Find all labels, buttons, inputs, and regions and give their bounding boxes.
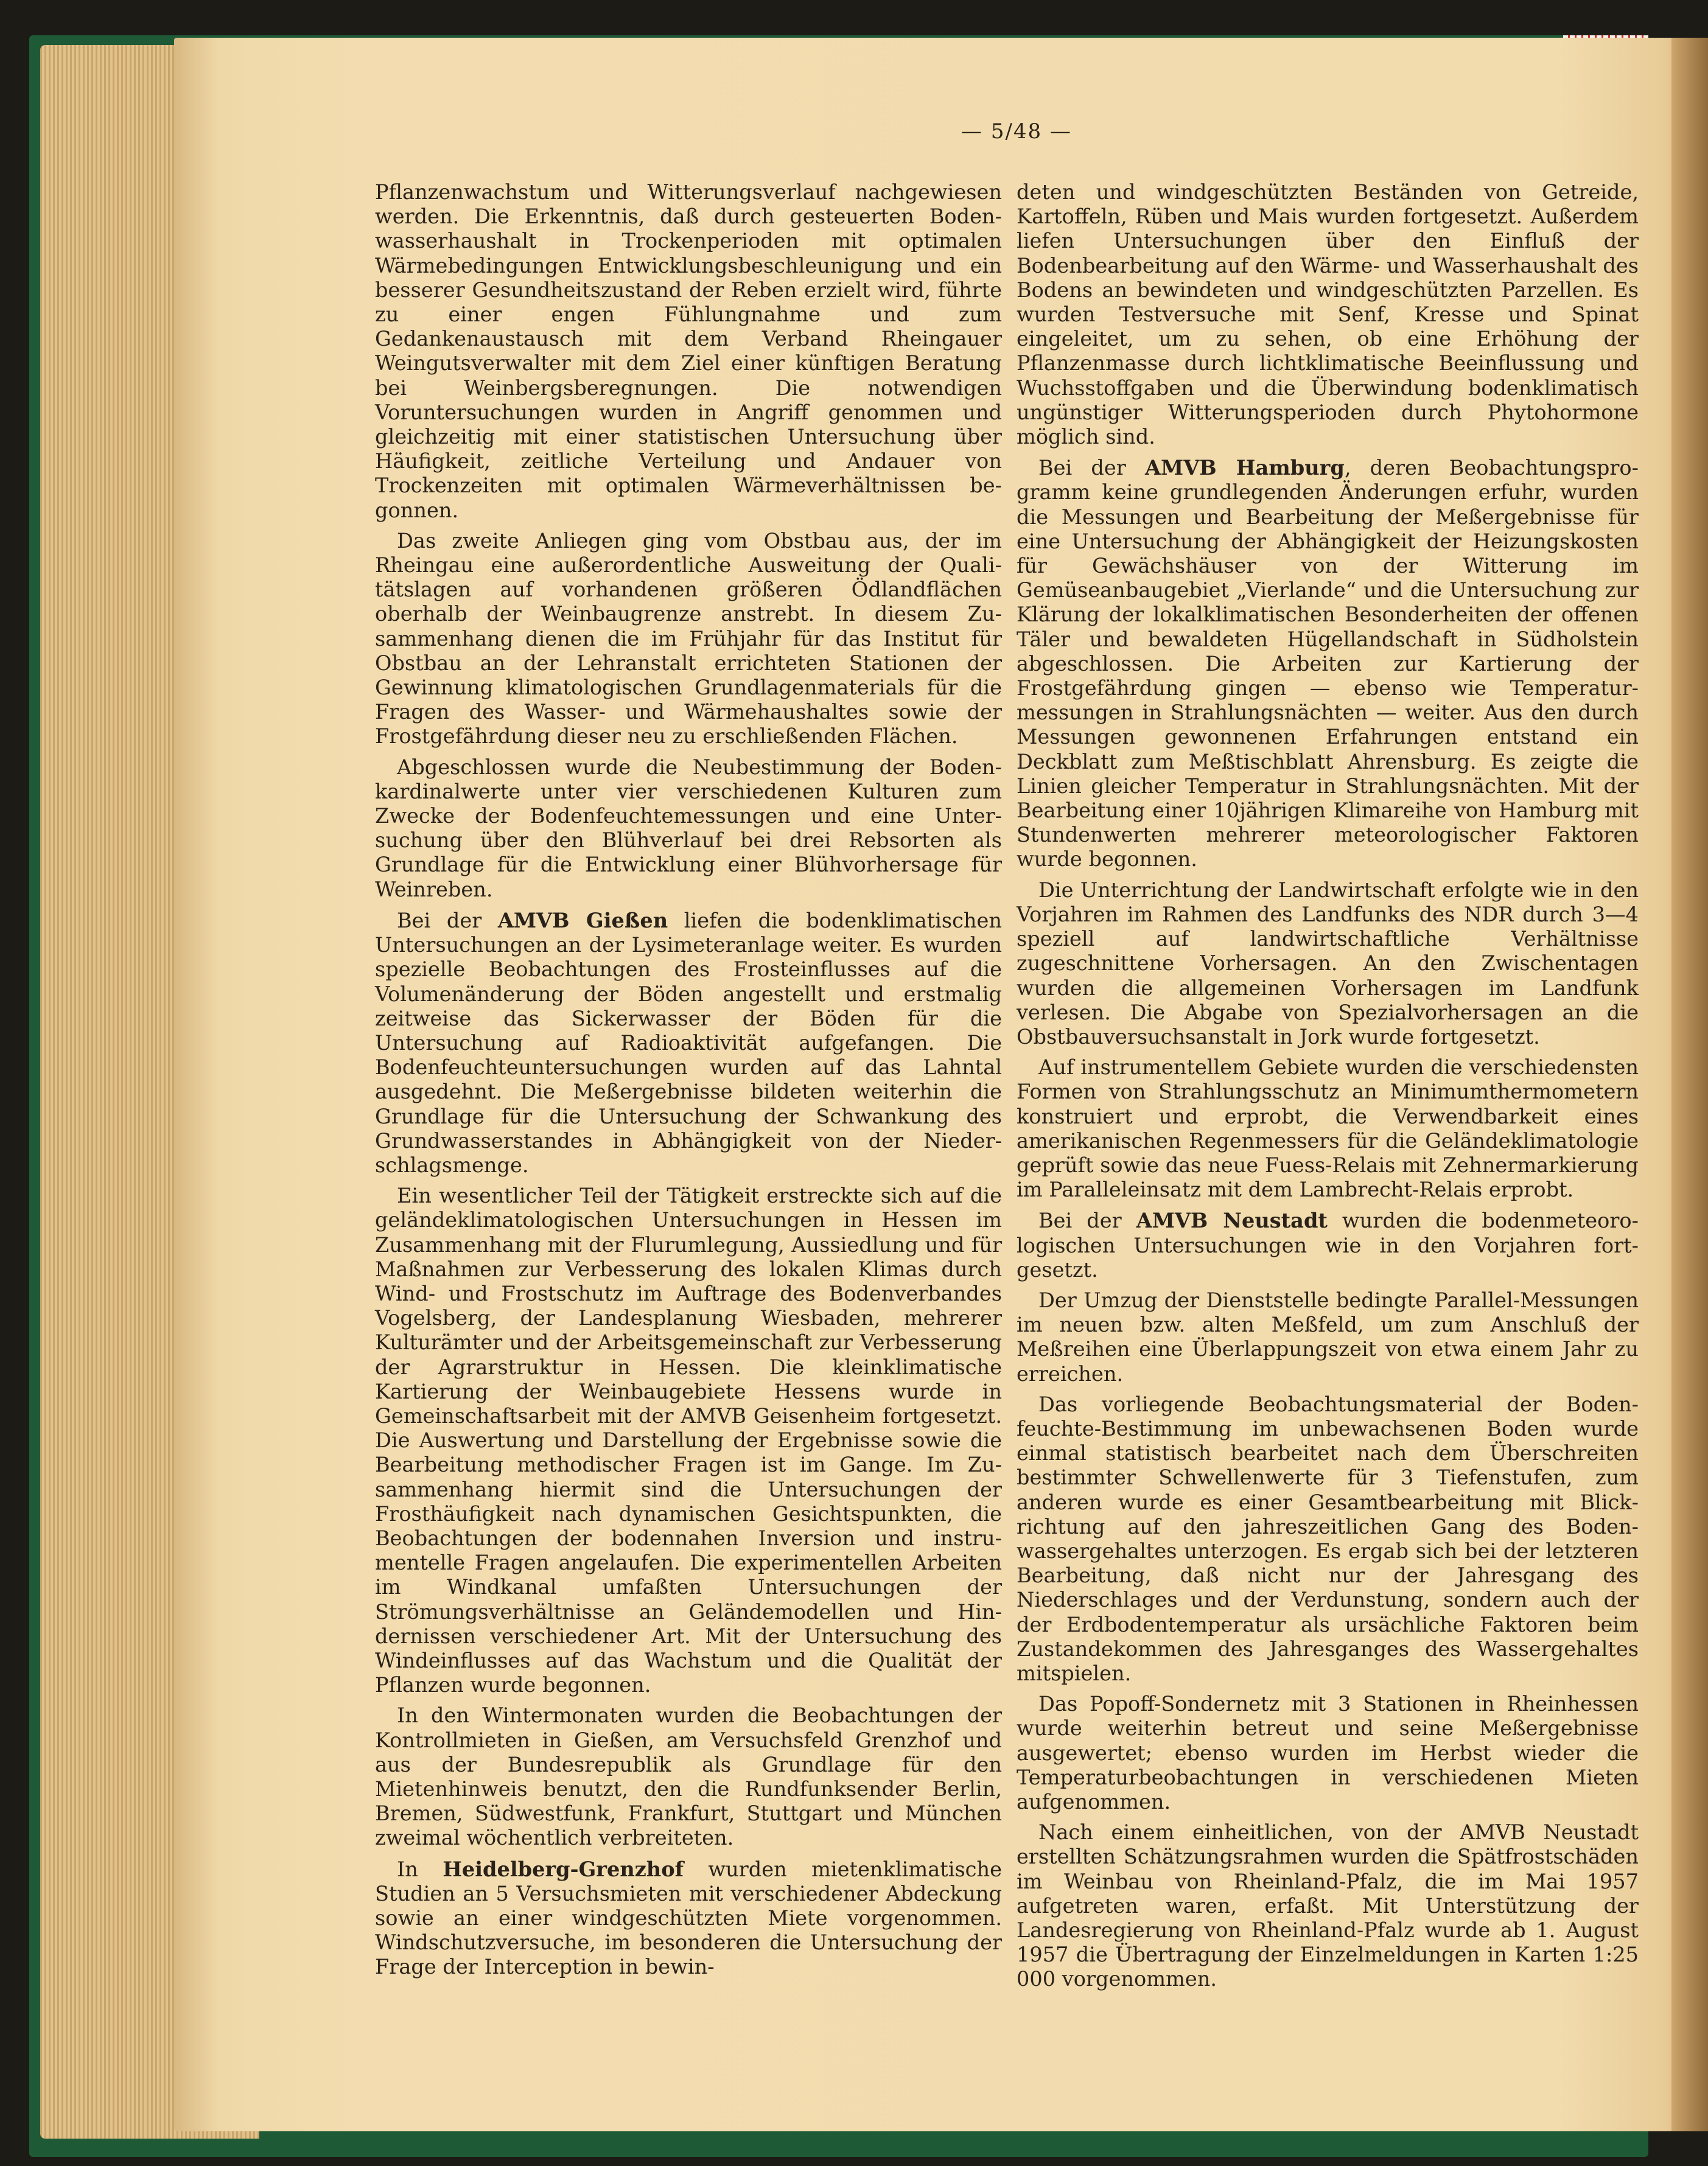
paragraph: Ein wesentlicher Teil der Tätigkeit erstreckte sich auf die geländeklimatologischen Untersuchungen in Hessen im Zusammenhang mit der Flurumlegung, Aussiedlung und für Maßnahmen zur Verbesserung des lokalen Klimas durch Wind- und Frostschutz im Auftrage des Bodenverbandes Vogelsberg, der Landesplanung Wiesbaden, mehrerer Kulturämter und der Arbeitsgemeinschaft zur Verbesserung der Agrarstruktur in Hessen. Die kleinklimatische Kartierung der Weinbaugebiete Hessens wurde in Gemeinschaftsarbeit mit der AMVB Geisenheim fortgesetzt. Die Auswertung und Darstellung der Ergebnisse sowie die Bearbeitung methodischer Fragen ist im Gange. Im Zusammenhang hiermit sind die Untersuchungen der Frosthäufigkeit nach dynamischen Gesichtspunkten, die Beobachtungen der bodennahen Inversion und instrumentelle Fragen angelaufen. Die experimentellen Arbeiten im Windkanal umfaßten Untersuchungen der Strömungsverhältnisse an Geländemodellen und Hindernissen verschiedener Art. Mit der Untersuchung des Windeinflusses auf das Wachstum und die Qualität der Pflanzen wurde begonnen.: [375, 1184, 1002, 1697]
paragraph: [1017, 1208, 1639, 1282]
paragraph-text: In: [397, 1857, 443, 1881]
page-number: — 5/48 —: [961, 119, 1072, 144]
left-column: [375, 180, 1002, 1986]
paragraph: In den Wintermonaten wurden die Beobachtungen der Kontrollmieten in Gießen, am Versuchsfeld Grenzhof und aus der Bundesrepublik als Grundlage für den Mietenhinweis benutzt, den die Rundfunksender Berlin, Bremen, Südwestfunk, Frankfurt, Stuttgart und München zweimal wöchentlich verbreiteten.: [375, 1703, 1002, 1850]
paragraph-text: Bei der: [1038, 1209, 1136, 1233]
paragraph: Abgeschlossen wurde die Neubestimmung der Bodenkardinalwerte unter vier verschiedenen Kulturen zum Zwecke der Bodenfeuchtemessungen und eine Untersuchung über den Blühverlauf bei drei Rebsorten als Grundlage für die Entwicklung einer Blühvorhersage für Weinreben.: [375, 755, 1002, 901]
station-name-neustadt: AMVB Neustadt: [1136, 1208, 1328, 1233]
paragraph-text: , deren Beobachtungsprogramm keine grundlegenden Änderungen erfuhr, wurden die Messungen und Bearbeitung der Meßergebnisse für eine Untersuchung der Abhängigkeit der Heizungskosten für Gewächshäuser von der Witterung im Gemüseanbaugebiet „Vierlande“ und die Untersuchung zur Klärung der lokalklimatischen Besonderheiten der offenen Täler und bewaldeten Hügellandschaft in Südholstein abgeschlossen. Die Arbeiten zur Kartierung der Frostgefährdung gingen — ebenso wie Temperaturmessungen in Strahlungsnächten — weiter. Aus den durch Messungen gewonnenen Erfahrungen entstand ein Deckblatt zum Meßtischblatt Ahrensburg. Es zeigte die Linien gleicher Temperatur in Strahlungsnächten. Mit der Bearbeitung einer 10jährigen Klimareihe von Hamburg mit Stundenwerten mehrerer meteorologischer Faktoren wurde begonnen.: [1017, 456, 1639, 872]
paragraph: [375, 1857, 1002, 1980]
paragraph-text: Bei der: [1038, 456, 1145, 480]
paragraph: [1017, 455, 1639, 872]
paragraph: deten und windgeschützten Beständen von Getreide, Kartoffeln, Rüben und Mais wurden fortgesetzt. Außerdem liefen Untersuchungen über den Einfluß der Bodenbearbeitung auf den Wärme- und Wasserhaushalt des Bodens an bewindeten und windgeschützten Parzellen. Es wurden Testversuche mit Senf, Kresse und Spinat eingeleitet, um zu sehen, ob eine Erhöhung der Pflanzenmasse durch lichtklimatische Beeinflussung und Wuchsstoffgaben und die Überwindung bodenklimatisch ungünstiger Witterungsperioden durch Phytohormone möglich sind.: [1017, 180, 1639, 449]
paragraph: Die Unterrichtung der Landwirtschaft erfolgte wie in den Vorjahren im Rahmen des Landfunks des NDR durch 3—4 speziell auf landwirtschaftliche Verhältnisse zugeschnittene Vorhersagen. An den Zwischentagen wurden die allgemeinen Vorhersagen im Landfunk verlesen. Die Abgabe von Spezialvorhersagen an die Obstbauversuchsanstalt in Jork wurde fortgesetzt.: [1017, 878, 1639, 1049]
right-column: [1017, 180, 1639, 1998]
paragraph: Nach einem einheitlichen, von der AMVB Neustadt erstellten Schätzungsrahmen wurden die Spätfrostschäden im Weinbau von Rheinland-Pfalz, die im Mai 1957 aufgetreten waren, erfaßt. Mit Unterstützung der Landesregierung von Rheinland-Pfalz wurde ab 1. August 1957 die Übertragung der Einzelmeldungen in Karten 1:25 000 vorgenommen.: [1017, 1820, 1639, 1991]
station-name-giessen: AMVB Gießen: [497, 907, 668, 932]
station-name-heidelberg: Heidelberg-Grenzhof: [443, 1856, 684, 1881]
paragraph: Pflanzenwachstum und Witterungsverlauf nachgewiesen werden. Die Erkenntnis, daß durch gesteuerten Bodenwasserhaushalt in Trockenperioden mit optimalen Wärmebedingungen Entwicklungsbeschleunigung und ein besserer Gesundheitszustand der Reben erzielt wird, führte zu einer engen Fühlungnahme und zum Gedankenaustausch mit dem Verband Rheingauer Weingutsverwalter mit dem Ziel einer künftigen Beratung bei Weinbergsberegnungen. Die notwendigen Voruntersuchungen wurden in Angriff genommen und gleichzeitig mit einer statistischen Untersuchung über Häufigkeit, zeitliche Verteilung und Andauer von Trockenzeiten mit optimalen Wärmeverhältnissen begonnen.: [375, 180, 1002, 522]
paragraph: Auf instrumentellem Gebiete wurden die verschiedensten Formen von Strahlungsschutz an Minimumthermometern konstruiert und erprobt, die Verwendbarkeit eines amerikanischen Regenmessers für die Geländeklimatologie geprüft sowie das neue Fuess-Relais mit Zehnermarkierung im Paralleleinsatz mit dem Lambrecht-Relais erprobt.: [1017, 1055, 1639, 1202]
paragraph-text: wurden die bodenmeteorologischen Untersuchungen wie in den Vorjahren fortgesetzt.: [1017, 1209, 1639, 1282]
paragraph-text: Bei der: [397, 908, 498, 932]
paragraph: Das vorliegende Beobachtungsmaterial der Bodenfeuchte-Bestimmung im unbewachsenen Boden wurde einmal statistisch bearbeitet nach dem Überschreiten bestimmter Schwellenwerte für 3 Tiefenstufen, zum anderen wurde es einer Gesamtbearbeitung mit Blickrichtung auf den jahreszeitlichen Gang des Bodenwassergehaltes unterzogen. Es ergab sich bei der letzteren Bearbeitung, daß nicht nur der Jahresgang des Niederschlages und der Verdunstung, sondern auch der der Erdbodentemperatur als ursächliche Faktoren beim Zustandekommen des Jahresganges des Wassergehaltes mitspielen.: [1017, 1392, 1639, 1685]
book-gutter: [1671, 38, 1708, 2131]
paragraph: [375, 908, 1002, 1178]
paragraph-text: wurden mietenklimatische Studien an 5 Versuchsmieten mit verschiedener Abdeckung sowie an einer windgeschützten Miete vorgenommen. Windschutzversuche, im besonderen die Untersuchung der Frage der Interception in bewin-: [375, 1857, 1002, 1979]
paragraph-text: liefen die bodenklimatischen Untersuchungen an der Lysimeteranlage weiter. Es wurden spezielle Beobachtungen des Frosteinflusses auf die Volumenänderung der Böden angestellt und erstmalig zeitweise das Sickerwasser der Böden für die Untersuchung auf Radioaktivität aufgefangen. Die Bodenfeuchteuntersuchungen wurden auf das Lahntal ausgedehnt. Die Meßergebnisse bildeten weiterhin die Grundlage für die Untersuchung der Schwankung des Grundwasserstandes in Abhängigkeit von der Niederschlagsmenge.: [375, 908, 1002, 1177]
paragraph: Das zweite Anliegen ging vom Obstbau aus, der im Rheingau eine außerordentliche Ausweitung der Qualitätslagen auf vorhandenen größeren Ödlandflächen oberhalb der Weinbaugrenze anstrebt. In diesem Zusammenhang dienen die im Frühjahr für das Institut für Obstbau an der Lehranstalt errichteten Stationen der Gewinnung klimatologischen Grundlagenmaterials für die Fragen des Wasser- und Wärmehaushaltes sowie der Frostgefährdung dieser neu zu erschließenden Flächen.: [375, 528, 1002, 749]
station-name-hamburg: AMVB Hamburg: [1144, 455, 1345, 480]
paragraph: Das Popoff-Sondernetz mit 3 Stationen in Rheinhessen wurde weiterhin betreut und seine Meßergebnisse ausgewertet; ebenso wurden im Herbst wieder die Temperaturbeobachtungen in verschiedenen Mieten aufgenommen.: [1017, 1692, 1639, 1814]
paragraph: Der Umzug der Dienststelle bedingte Parallel-Messungen im neuen bzw. alten Meßfeld, um zum Anschluß der Meßreihen eine Überlappungszeit von etwa einem Jahr zu erreichen.: [1017, 1288, 1639, 1386]
